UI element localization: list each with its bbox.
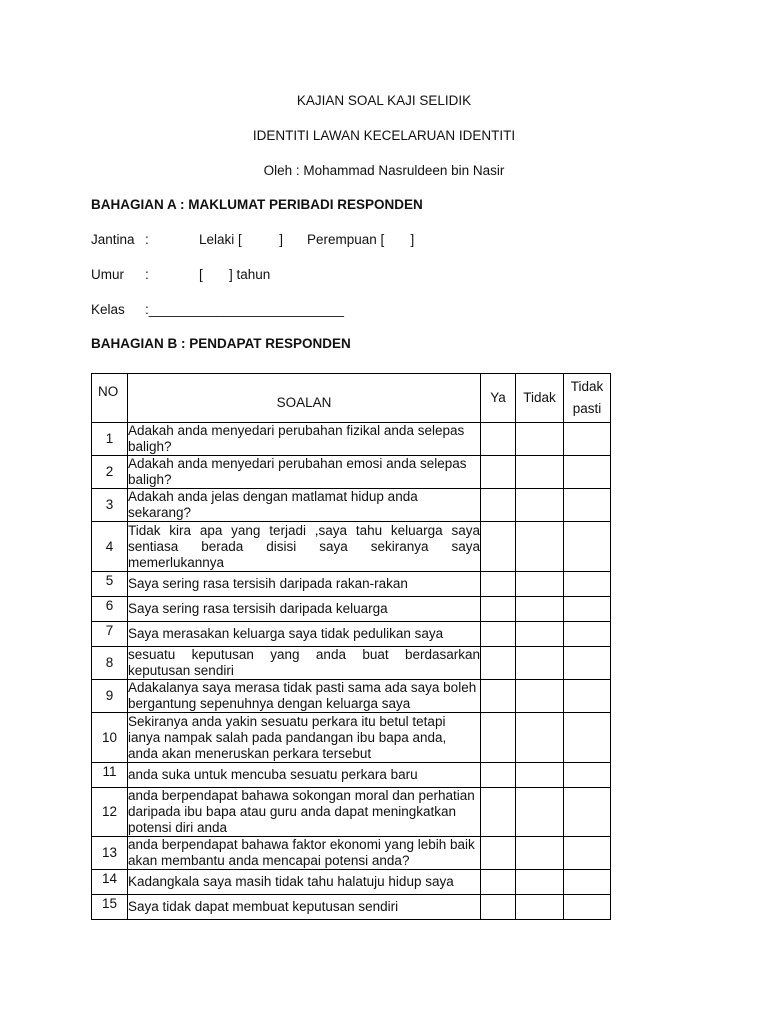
umur-colon: : xyxy=(145,267,149,282)
answer-tidak-cell[interactable] xyxy=(516,647,564,680)
table-row xyxy=(92,456,611,489)
answer-tidak-cell[interactable] xyxy=(516,837,564,870)
header-no: NO xyxy=(92,374,128,423)
table-row xyxy=(92,622,611,647)
section-a-heading: BAHAGIAN A : MAKLUMAT PERIBADI RESPONDEN xyxy=(91,197,423,212)
question-text: Kadangkala saya masih tidak tahu halatuju hidup saya xyxy=(128,874,454,889)
row-number: 1 xyxy=(92,423,128,456)
question-cell xyxy=(128,647,481,680)
answer-tidak-pasti-cell[interactable] xyxy=(564,622,611,647)
question-text: Saya sering rasa tersisih daripada keluarga xyxy=(128,601,388,616)
answer-tidak-pasti-cell[interactable] xyxy=(564,680,611,713)
header-soalan: SOALAN xyxy=(128,374,481,423)
answer-ya-cell[interactable] xyxy=(481,870,516,895)
row-number: 5 xyxy=(92,572,128,597)
section-b-heading: BAHAGIAN B : PENDAPAT RESPONDEN xyxy=(91,336,351,351)
answer-tidak-cell[interactable] xyxy=(516,788,564,837)
row-number: 2 xyxy=(92,456,128,489)
table-row xyxy=(92,489,611,522)
document-subtitle: IDENTITI LAWAN KECELARUAN IDENTITI xyxy=(252,128,516,143)
table-row xyxy=(92,895,611,920)
question-cell xyxy=(128,423,481,456)
question-text: Sekiranya anda yakin sesuatu perkara itu betul tetapi ianya nampak salah pada pandangan ibu bapa anda, anda akan meneruskan perkara tersebut xyxy=(128,713,447,761)
question-text: Saya tidak dapat membuat keputusan sendiri xyxy=(128,899,399,914)
table-row xyxy=(92,522,611,572)
answer-ya-cell[interactable] xyxy=(481,895,516,920)
answer-ya-cell[interactable] xyxy=(481,622,516,647)
table-row xyxy=(92,572,611,597)
kelas-field[interactable]: :__________________________ xyxy=(145,302,344,317)
answer-ya-cell[interactable] xyxy=(481,489,516,522)
row-number: 12 xyxy=(92,788,128,837)
row-number: 9 xyxy=(92,680,128,713)
question-text: Adakah anda jelas dengan matlamat hidup anda sekarang? xyxy=(128,489,418,520)
question-text: Tidak kira apa yang terjadi ,saya tahu keluarga saya sentiasa berada disisi saya sekiranya saya memerlukannya xyxy=(128,522,480,570)
header-tidak-pasti-line2: pasti xyxy=(572,401,602,416)
header-tidak-pasti xyxy=(564,374,611,423)
answer-tidak-pasti-cell[interactable] xyxy=(564,870,611,895)
question-text: anda berpendapat bahawa faktor ekonomi yang lebih baik akan membantu anda mencapai potensi anda? xyxy=(128,837,475,868)
answer-tidak-cell[interactable] xyxy=(516,489,564,522)
row-number: 11 xyxy=(92,763,128,788)
answer-ya-cell[interactable] xyxy=(481,456,516,489)
question-text: sesuatu keputusan yang anda buat berdasarkan keputusan sendiri xyxy=(128,647,480,678)
answer-tidak-cell[interactable] xyxy=(516,763,564,788)
question-text: anda berpendapat bahawa sokongan moral dan perhatian daripada ibu bapa atau guru anda dapat meningkatkan potensi diri anda xyxy=(128,788,475,835)
question-cell xyxy=(128,572,481,597)
question-text: Adakah anda menyedari perubahan fizikal anda selepas baligh? xyxy=(128,423,465,454)
answer-tidak-cell[interactable] xyxy=(516,522,564,572)
question-text: Adakalanya saya merasa tidak pasti sama ada saya boleh bergantung sepenuhnya dengan keluarga saya xyxy=(128,680,477,711)
question-cell xyxy=(128,622,481,647)
question-cell xyxy=(128,763,481,788)
table-row xyxy=(92,423,611,456)
question-cell xyxy=(128,522,481,572)
perempuan-checkbox[interactable]: Perempuan [ ] xyxy=(307,232,415,247)
question-cell xyxy=(128,597,481,622)
document-title: KAJIAN SOAL KAJI SELIDIK xyxy=(296,93,472,108)
umur-field[interactable]: [ ] tahun xyxy=(199,267,271,282)
row-number: 4 xyxy=(92,522,128,572)
row-number: 3 xyxy=(92,489,128,522)
answer-ya-cell[interactable] xyxy=(481,763,516,788)
row-number: 7 xyxy=(92,622,128,647)
answer-ya-cell[interactable] xyxy=(481,597,516,622)
question-cell xyxy=(128,456,481,489)
row-number: 6 xyxy=(92,597,128,622)
answer-ya-cell[interactable] xyxy=(481,522,516,572)
table-row xyxy=(92,647,611,680)
answer-tidak-cell[interactable] xyxy=(516,713,564,763)
question-text: anda suka untuk mencuba sesuatu perkara baru xyxy=(128,767,418,782)
survey-table xyxy=(91,373,611,920)
row-number: 14 xyxy=(92,870,128,895)
header-tidak: Tidak xyxy=(516,374,564,423)
table-row xyxy=(92,837,611,870)
answer-tidak-cell[interactable] xyxy=(516,622,564,647)
question-cell xyxy=(128,788,481,837)
answer-tidak-cell[interactable] xyxy=(516,423,564,456)
answer-tidak-cell[interactable] xyxy=(516,572,564,597)
answer-ya-cell[interactable] xyxy=(481,647,516,680)
answer-tidak-cell[interactable] xyxy=(516,597,564,622)
document-author: Oleh : Mohammad Nasruldeen bin Nasir xyxy=(263,163,505,178)
answer-tidak-pasti-cell[interactable] xyxy=(564,489,611,522)
jantina-label: Jantina xyxy=(91,232,135,247)
answer-tidak-pasti-cell[interactable] xyxy=(564,713,611,763)
kelas-label: Kelas xyxy=(91,302,125,317)
answer-tidak-pasti-cell[interactable] xyxy=(564,597,611,622)
question-cell xyxy=(128,713,481,763)
table-row xyxy=(92,788,611,837)
header-tidak-pasti-line1: Tidak xyxy=(570,379,604,394)
question-cell xyxy=(128,489,481,522)
header-ya: Ya xyxy=(481,374,516,423)
answer-ya-cell[interactable] xyxy=(481,572,516,597)
answer-ya-cell[interactable] xyxy=(481,713,516,763)
table-row xyxy=(92,763,611,788)
question-text: Saya sering rasa tersisih daripada rakan-rakan xyxy=(128,576,408,591)
answer-ya-cell[interactable] xyxy=(481,788,516,837)
answer-tidak-pasti-cell[interactable] xyxy=(564,837,611,870)
table-header-row xyxy=(92,374,611,423)
row-number: 10 xyxy=(92,713,128,763)
answer-tidak-cell[interactable] xyxy=(516,456,564,489)
answer-tidak-cell[interactable] xyxy=(516,680,564,713)
row-number: 13 xyxy=(92,837,128,870)
question-cell xyxy=(128,680,481,713)
answer-ya-cell[interactable] xyxy=(481,423,516,456)
question-cell xyxy=(128,837,481,870)
table-row xyxy=(92,597,611,622)
answer-tidak-pasti-cell[interactable] xyxy=(564,522,611,572)
jantina-colon: : xyxy=(145,232,149,247)
answer-ya-cell[interactable] xyxy=(481,680,516,713)
answer-tidak-cell[interactable] xyxy=(516,870,564,895)
table-row xyxy=(92,713,611,763)
question-cell xyxy=(128,870,481,895)
answer-tidak-pasti-cell[interactable] xyxy=(564,763,611,788)
answer-tidak-pasti-cell[interactable] xyxy=(564,456,611,489)
umur-label: Umur xyxy=(91,267,124,282)
lelaki-checkbox[interactable]: Lelaki [ ] xyxy=(199,232,284,247)
row-number: 8 xyxy=(92,647,128,680)
table-row xyxy=(92,680,611,713)
answer-tidak-cell[interactable] xyxy=(516,895,564,920)
answer-ya-cell[interactable] xyxy=(481,837,516,870)
question-cell xyxy=(128,895,481,920)
table-row xyxy=(92,870,611,895)
answer-tidak-pasti-cell[interactable] xyxy=(564,647,611,680)
answer-tidak-pasti-cell[interactable] xyxy=(564,423,611,456)
answer-tidak-pasti-cell[interactable] xyxy=(564,572,611,597)
answer-tidak-pasti-cell[interactable] xyxy=(564,788,611,837)
answer-tidak-pasti-cell[interactable] xyxy=(564,895,611,920)
row-number: 15 xyxy=(92,895,128,920)
question-text: Adakah anda menyedari perubahan emosi anda selepas baligh? xyxy=(128,456,467,487)
question-text: Saya merasakan keluarga saya tidak pedulikan saya xyxy=(128,626,444,641)
